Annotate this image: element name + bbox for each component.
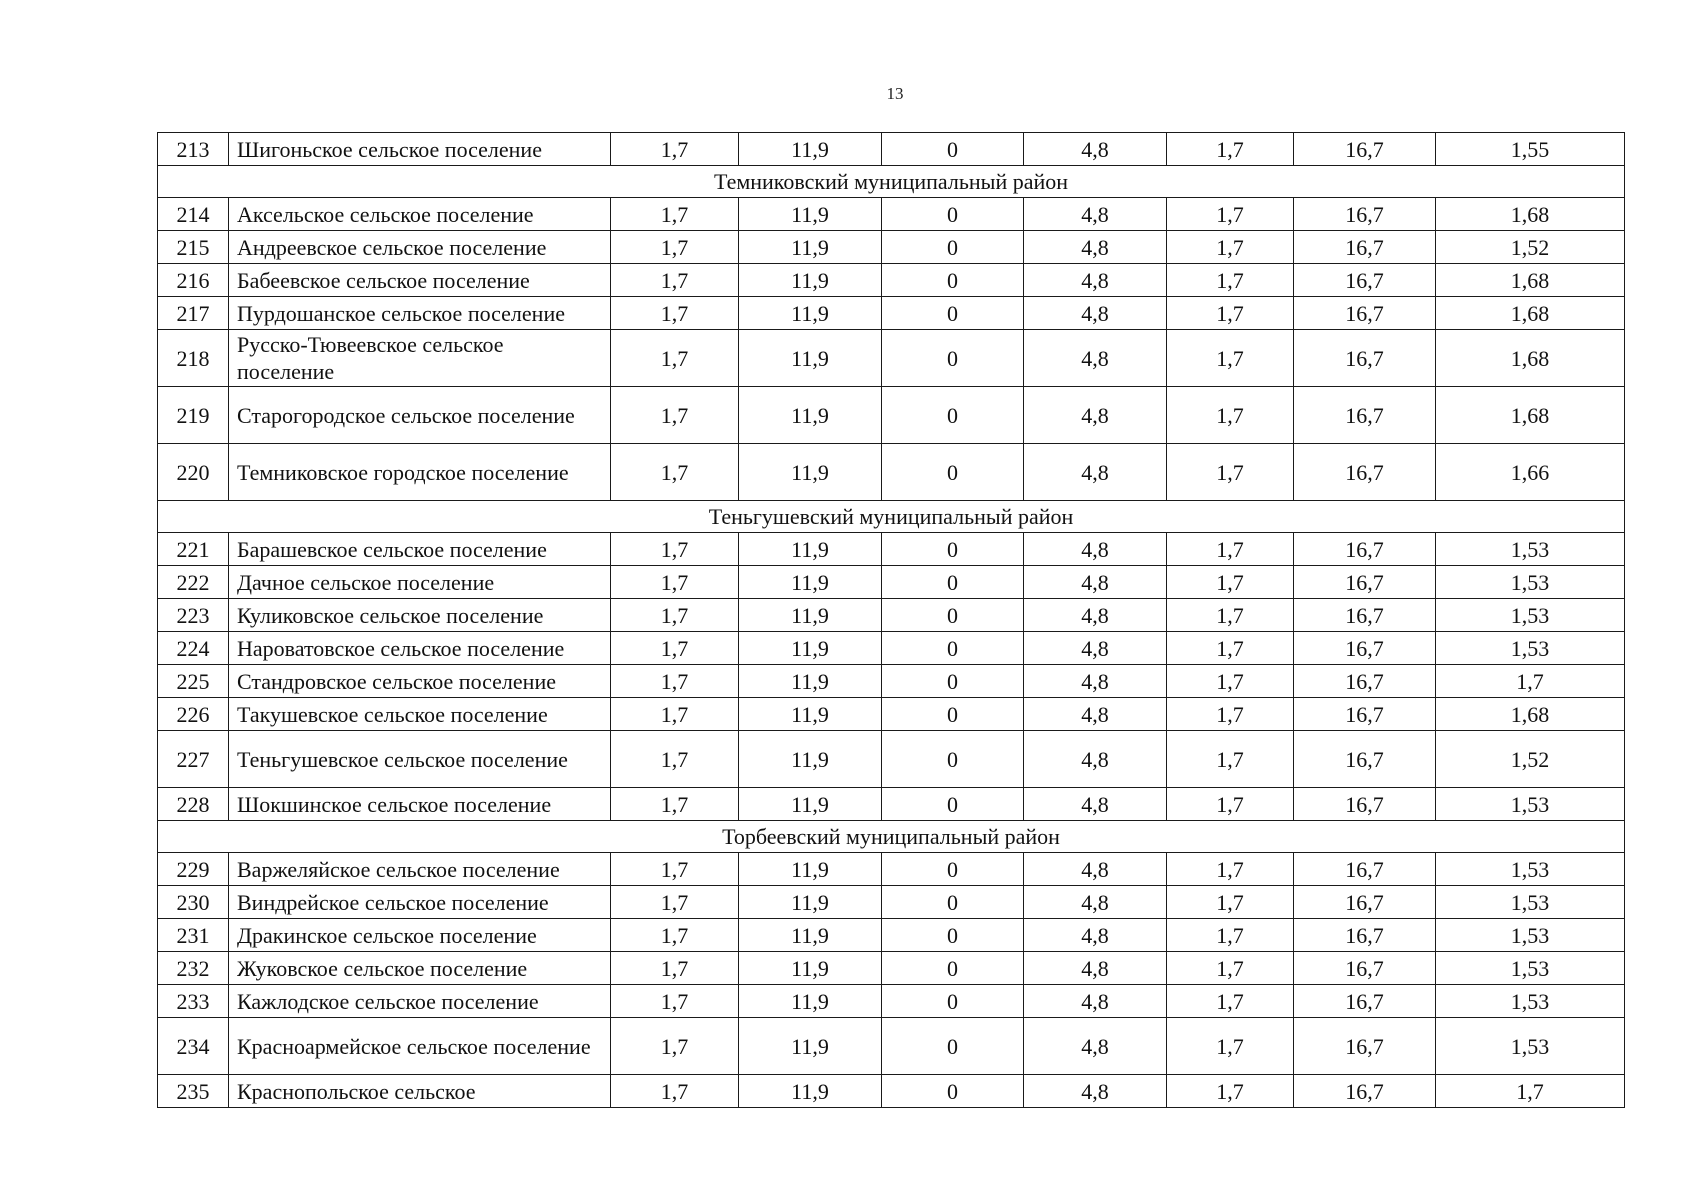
table-row: [158, 731, 1625, 788]
value-cell: 11,9: [739, 1018, 882, 1075]
table-row: [158, 952, 1625, 985]
value-cell: 1,7: [1167, 1018, 1294, 1075]
row-number: 224: [158, 632, 229, 665]
value-cell: 0: [882, 698, 1024, 731]
table-row: [158, 599, 1625, 632]
value-cell: 0: [882, 297, 1024, 330]
value-cell: 1,7: [1167, 133, 1294, 166]
table-row: [158, 387, 1625, 444]
settlement-name: Русско-Тювеевское сельское поселение: [229, 330, 611, 387]
value-cell: 4,8: [1024, 788, 1167, 821]
value-cell: 1,7: [1167, 297, 1294, 330]
row-number: 226: [158, 698, 229, 731]
value-cell: 11,9: [739, 886, 882, 919]
settlement-name: Барашевское сельское поселение: [229, 533, 611, 566]
value-cell: 1,7: [1167, 1075, 1294, 1108]
value-cell: 0: [882, 985, 1024, 1018]
value-cell: 16,7: [1294, 1075, 1436, 1108]
value-cell: 11,9: [739, 566, 882, 599]
value-cell: 0: [882, 387, 1024, 444]
value-cell: 0: [882, 231, 1024, 264]
table-row: [158, 1018, 1625, 1075]
value-cell: 1,7: [611, 919, 739, 952]
value-cell: 1,53: [1436, 952, 1625, 985]
value-cell: 16,7: [1294, 919, 1436, 952]
value-cell: 4,8: [1024, 1018, 1167, 1075]
row-number: 235: [158, 1075, 229, 1108]
value-cell: 1,52: [1436, 231, 1625, 264]
settlement-name: Темниковское городское поселение: [229, 444, 611, 501]
value-cell: 4,8: [1024, 731, 1167, 788]
value-cell: 16,7: [1294, 788, 1436, 821]
table-row: [158, 698, 1625, 731]
value-cell: 11,9: [739, 632, 882, 665]
value-cell: 1,7: [611, 444, 739, 501]
value-cell: 1,68: [1436, 297, 1625, 330]
row-number: 221: [158, 533, 229, 566]
value-cell: 1,7: [1167, 444, 1294, 501]
value-cell: 16,7: [1294, 264, 1436, 297]
value-cell: 16,7: [1294, 444, 1436, 501]
value-cell: 1,7: [611, 698, 739, 731]
value-cell: 1,7: [611, 886, 739, 919]
value-cell: 1,68: [1436, 330, 1625, 387]
table-row: [158, 297, 1625, 330]
row-number: 229: [158, 853, 229, 886]
row-number: 225: [158, 665, 229, 698]
value-cell: 1,66: [1436, 444, 1625, 501]
row-number: 223: [158, 599, 229, 632]
value-cell: 1,7: [611, 198, 739, 231]
value-cell: 1,7: [611, 533, 739, 566]
value-cell: 16,7: [1294, 599, 1436, 632]
settlement-name: Виндрейское сельское поселение: [229, 886, 611, 919]
settlement-name: Такушевское сельское поселение: [229, 698, 611, 731]
value-cell: 4,8: [1024, 632, 1167, 665]
value-cell: 4,8: [1024, 133, 1167, 166]
value-cell: 1,52: [1436, 731, 1625, 788]
value-cell: 1,7: [611, 665, 739, 698]
row-number: 214: [158, 198, 229, 231]
settlements-table: [157, 132, 1625, 1108]
value-cell: 4,8: [1024, 566, 1167, 599]
value-cell: 1,68: [1436, 264, 1625, 297]
table-row: [158, 1075, 1625, 1108]
value-cell: 1,7: [611, 387, 739, 444]
district-header-row: [158, 501, 1625, 533]
table-row: [158, 533, 1625, 566]
value-cell: 1,7: [1436, 665, 1625, 698]
value-cell: 4,8: [1024, 886, 1167, 919]
value-cell: 11,9: [739, 231, 882, 264]
row-number: 222: [158, 566, 229, 599]
value-cell: 16,7: [1294, 198, 1436, 231]
value-cell: 0: [882, 853, 1024, 886]
value-cell: 1,55: [1436, 133, 1625, 166]
settlement-name: Старогородское сельское поселение: [229, 387, 611, 444]
table-row: [158, 853, 1625, 886]
value-cell: 1,7: [611, 231, 739, 264]
value-cell: 11,9: [739, 985, 882, 1018]
value-cell: 11,9: [739, 853, 882, 886]
value-cell: 1,7: [1167, 599, 1294, 632]
value-cell: 4,8: [1024, 387, 1167, 444]
value-cell: 1,7: [1436, 1075, 1625, 1108]
value-cell: 11,9: [739, 665, 882, 698]
district-header-row: [158, 166, 1625, 198]
value-cell: 1,68: [1436, 698, 1625, 731]
value-cell: 16,7: [1294, 985, 1436, 1018]
value-cell: 11,9: [739, 444, 882, 501]
value-cell: 16,7: [1294, 698, 1436, 731]
value-cell: 1,7: [1167, 231, 1294, 264]
value-cell: 1,53: [1436, 853, 1625, 886]
value-cell: 16,7: [1294, 330, 1436, 387]
value-cell: 1,7: [1167, 731, 1294, 788]
row-number: 230: [158, 886, 229, 919]
value-cell: 1,7: [611, 853, 739, 886]
value-cell: 1,53: [1436, 788, 1625, 821]
value-cell: 0: [882, 1018, 1024, 1075]
row-number: 233: [158, 985, 229, 1018]
settlement-name: Краснопольское сельское: [229, 1075, 611, 1108]
value-cell: 16,7: [1294, 533, 1436, 566]
value-cell: 11,9: [739, 533, 882, 566]
value-cell: 4,8: [1024, 952, 1167, 985]
value-cell: 16,7: [1294, 566, 1436, 599]
value-cell: 4,8: [1024, 853, 1167, 886]
value-cell: 1,53: [1436, 566, 1625, 599]
value-cell: 1,7: [611, 952, 739, 985]
settlement-name: Андреевское сельское поселение: [229, 231, 611, 264]
value-cell: 11,9: [739, 919, 882, 952]
value-cell: 11,9: [739, 788, 882, 821]
value-cell: 11,9: [739, 133, 882, 166]
value-cell: 11,9: [739, 698, 882, 731]
value-cell: 16,7: [1294, 133, 1436, 166]
district-name: Торбеевский муниципальный район: [158, 821, 1625, 853]
table-row: [158, 198, 1625, 231]
value-cell: 11,9: [739, 731, 882, 788]
table-row: [158, 566, 1625, 599]
settlement-name: Пурдошанское сельское поселение: [229, 297, 611, 330]
settlement-name: Стандровское сельское поселение: [229, 665, 611, 698]
value-cell: 0: [882, 788, 1024, 821]
value-cell: 4,8: [1024, 985, 1167, 1018]
value-cell: 1,7: [611, 731, 739, 788]
table-row: [158, 264, 1625, 297]
table-row: [158, 665, 1625, 698]
value-cell: 4,8: [1024, 444, 1167, 501]
value-cell: 4,8: [1024, 698, 1167, 731]
value-cell: 1,7: [611, 297, 739, 330]
settlement-name: Дачное сельское поселение: [229, 566, 611, 599]
table-row: [158, 985, 1625, 1018]
district-name: Теньгушевский муниципальный район: [158, 501, 1625, 533]
value-cell: 11,9: [739, 264, 882, 297]
value-cell: 1,7: [1167, 566, 1294, 599]
table-row: [158, 632, 1625, 665]
value-cell: 0: [882, 731, 1024, 788]
value-cell: 4,8: [1024, 297, 1167, 330]
district-name: Темниковский муниципальный район: [158, 166, 1625, 198]
value-cell: 0: [882, 533, 1024, 566]
settlement-name: Аксельское сельское поселение: [229, 198, 611, 231]
value-cell: 0: [882, 566, 1024, 599]
value-cell: 1,7: [1167, 886, 1294, 919]
value-cell: 1,7: [1167, 264, 1294, 297]
value-cell: 4,8: [1024, 919, 1167, 952]
value-cell: 16,7: [1294, 297, 1436, 330]
settlement-name: Шокшинское сельское поселение: [229, 788, 611, 821]
value-cell: 0: [882, 632, 1024, 665]
row-number: 227: [158, 731, 229, 788]
value-cell: 1,53: [1436, 886, 1625, 919]
settlement-name: Кажлодское сельское поселение: [229, 985, 611, 1018]
settlement-name: Нароватовское сельское поселение: [229, 632, 611, 665]
value-cell: 1,53: [1436, 533, 1625, 566]
value-cell: 1,7: [1167, 387, 1294, 444]
value-cell: 1,7: [611, 1075, 739, 1108]
table-row: [158, 788, 1625, 821]
value-cell: 1,7: [1167, 198, 1294, 231]
district-header-row: [158, 821, 1625, 853]
value-cell: 4,8: [1024, 665, 1167, 698]
value-cell: 1,53: [1436, 985, 1625, 1018]
table-row: [158, 330, 1625, 387]
row-number: 231: [158, 919, 229, 952]
value-cell: 1,7: [611, 1018, 739, 1075]
value-cell: 0: [882, 952, 1024, 985]
value-cell: 1,7: [1167, 632, 1294, 665]
value-cell: 11,9: [739, 952, 882, 985]
settlement-name: Жуковское сельское поселение: [229, 952, 611, 985]
value-cell: 1,7: [611, 330, 739, 387]
value-cell: 16,7: [1294, 665, 1436, 698]
row-number: 213: [158, 133, 229, 166]
value-cell: 1,68: [1436, 387, 1625, 444]
settlement-name: Теньгушевское сельское поселение: [229, 731, 611, 788]
value-cell: 0: [882, 264, 1024, 297]
settlement-name: Варжеляйское сельское поселение: [229, 853, 611, 886]
value-cell: 1,7: [611, 632, 739, 665]
settlement-name: Куликовское сельское поселение: [229, 599, 611, 632]
value-cell: 1,7: [1167, 985, 1294, 1018]
row-number: 218: [158, 330, 229, 387]
value-cell: 4,8: [1024, 264, 1167, 297]
row-number: 232: [158, 952, 229, 985]
value-cell: 16,7: [1294, 886, 1436, 919]
value-cell: 4,8: [1024, 533, 1167, 566]
value-cell: 16,7: [1294, 1018, 1436, 1075]
row-number: 219: [158, 387, 229, 444]
settlement-name: Дракинское сельское поселение: [229, 919, 611, 952]
value-cell: 0: [882, 599, 1024, 632]
settlement-name: Красноармейское сельское поселение: [229, 1018, 611, 1075]
value-cell: 4,8: [1024, 330, 1167, 387]
table-row: [158, 231, 1625, 264]
table-row: [158, 133, 1625, 166]
value-cell: 1,7: [611, 133, 739, 166]
value-cell: 0: [882, 665, 1024, 698]
value-cell: 11,9: [739, 1075, 882, 1108]
table-row: [158, 886, 1625, 919]
value-cell: 1,7: [1167, 788, 1294, 821]
value-cell: 0: [882, 1075, 1024, 1108]
value-cell: 0: [882, 919, 1024, 952]
value-cell: 4,8: [1024, 198, 1167, 231]
value-cell: 11,9: [739, 387, 882, 444]
value-cell: 1,7: [611, 788, 739, 821]
row-number: 228: [158, 788, 229, 821]
value-cell: 1,7: [611, 985, 739, 1018]
value-cell: 16,7: [1294, 387, 1436, 444]
table-row: [158, 919, 1625, 952]
value-cell: 1,53: [1436, 919, 1625, 952]
value-cell: 16,7: [1294, 632, 1436, 665]
row-number: 216: [158, 264, 229, 297]
value-cell: 1,53: [1436, 1018, 1625, 1075]
value-cell: 11,9: [739, 297, 882, 330]
settlement-name: Бабеевское сельское поселение: [229, 264, 611, 297]
value-cell: 1,7: [1167, 919, 1294, 952]
table-row: [158, 444, 1625, 501]
value-cell: 0: [882, 330, 1024, 387]
value-cell: 16,7: [1294, 952, 1436, 985]
value-cell: 1,7: [611, 264, 739, 297]
value-cell: 1,7: [1167, 533, 1294, 566]
value-cell: 16,7: [1294, 853, 1436, 886]
value-cell: 0: [882, 886, 1024, 919]
value-cell: 4,8: [1024, 599, 1167, 632]
value-cell: 16,7: [1294, 231, 1436, 264]
value-cell: 4,8: [1024, 1075, 1167, 1108]
value-cell: 11,9: [739, 599, 882, 632]
value-cell: 11,9: [739, 330, 882, 387]
settlement-name: Шигоньское сельское поселение: [229, 133, 611, 166]
value-cell: 1,7: [1167, 952, 1294, 985]
value-cell: 0: [882, 133, 1024, 166]
row-number: 215: [158, 231, 229, 264]
value-cell: 4,8: [1024, 231, 1167, 264]
value-cell: 16,7: [1294, 731, 1436, 788]
value-cell: 1,7: [611, 599, 739, 632]
value-cell: 1,53: [1436, 632, 1625, 665]
value-cell: 1,7: [1167, 698, 1294, 731]
value-cell: 1,68: [1436, 198, 1625, 231]
row-number: 217: [158, 297, 229, 330]
value-cell: 0: [882, 444, 1024, 501]
value-cell: 1,53: [1436, 599, 1625, 632]
row-number: 234: [158, 1018, 229, 1075]
value-cell: 1,7: [1167, 853, 1294, 886]
value-cell: 1,7: [1167, 330, 1294, 387]
value-cell: 0: [882, 198, 1024, 231]
row-number: 220: [158, 444, 229, 501]
value-cell: 11,9: [739, 198, 882, 231]
value-cell: 1,7: [611, 566, 739, 599]
value-cell: 1,7: [1167, 665, 1294, 698]
page-number: 13: [886, 84, 904, 103]
